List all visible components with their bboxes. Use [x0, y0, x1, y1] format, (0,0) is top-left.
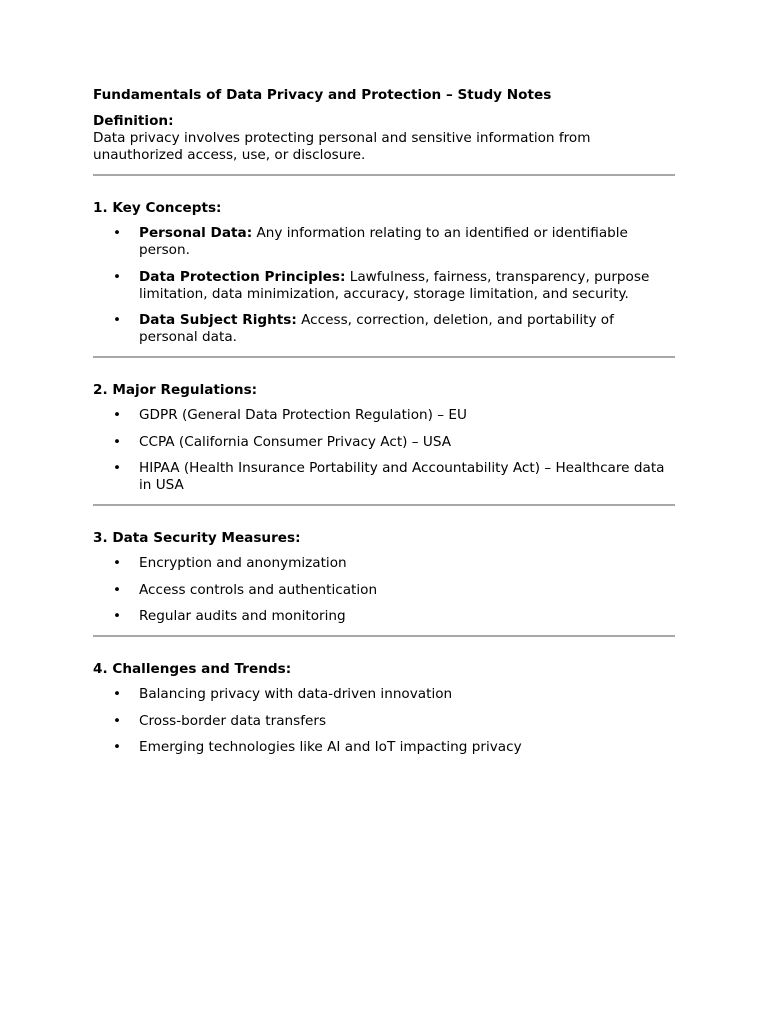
item-text: Access, correction, deletion, and portability of personal data.: [139, 312, 614, 345]
list-item: [93, 460, 675, 494]
section-heading: 1. Key Concepts:: [93, 200, 222, 216]
document-page: [93, 87, 675, 756]
section-divider: [93, 635, 675, 637]
item-text: Lawfulness, fairness, transparency, purpose limitation, data minimization, accuracy, storage limitation, and security.: [139, 268, 650, 302]
item-text: Cross-border data transfers: [139, 712, 327, 729]
bullet-icon: •: [113, 686, 122, 702]
list-item: [93, 407, 675, 424]
bullet-icon: •: [113, 225, 122, 241]
bullet-icon: •: [113, 712, 122, 729]
section-key-concepts: [93, 200, 675, 358]
list-item: [93, 713, 675, 730]
list-item: [93, 686, 675, 703]
section-data-security-measures: [93, 530, 675, 637]
list-item: [93, 582, 675, 599]
list-item: [93, 225, 675, 259]
bullet-icon: •: [113, 268, 122, 285]
item-text: Balancing privacy with data-driven innovation: [139, 686, 453, 702]
list-item: [93, 608, 675, 625]
bullet-list: [93, 225, 675, 346]
item-text: Access controls and authentication: [139, 581, 378, 598]
section-challenges-and-trends: [93, 661, 675, 756]
item-term: Personal Data:: [139, 225, 253, 241]
item-text: Encryption and anonymization: [139, 555, 347, 571]
bullet-icon: •: [113, 312, 122, 328]
section-divider: [93, 174, 675, 176]
document-title: Fundamentals of Data Privacy and Protection – Study Notes: [93, 87, 552, 103]
list-item: [93, 434, 675, 451]
item-text: Any information relating to an identified or identifiable person.: [139, 225, 628, 258]
list-item: [93, 739, 675, 756]
list-item: [93, 312, 675, 346]
definition-label: Definition:: [93, 113, 174, 129]
bullet-icon: •: [113, 581, 122, 598]
item-text: CCPA (California Consumer Privacy Act) – USA: [139, 433, 452, 450]
item-text: Emerging technologies like AI and IoT impacting privacy: [139, 739, 522, 755]
bullet-icon: •: [113, 608, 122, 624]
bullet-icon: •: [113, 555, 122, 571]
section-divider: [93, 504, 675, 506]
definition-text: Data privacy involves protecting personal and sensitive information from unauthorized access, use, or disclosure.: [93, 130, 591, 163]
list-item: [93, 555, 675, 572]
section-heading: 3. Data Security Measures:: [93, 530, 301, 546]
bullet-list: [93, 686, 675, 756]
bullet-list: [93, 407, 675, 494]
section-heading: 4. Challenges and Trends:: [93, 661, 292, 677]
section-major-regulations: [93, 382, 675, 506]
bullet-list: [93, 555, 675, 625]
bullet-icon: •: [113, 739, 122, 755]
section-divider: [93, 356, 675, 358]
list-item: [93, 269, 675, 303]
item-term: Data Subject Rights:: [139, 312, 297, 328]
item-text: Regular audits and monitoring: [139, 608, 346, 624]
bullet-icon: •: [113, 407, 122, 423]
item-text: GDPR (General Data Protection Regulation) – EU: [139, 407, 467, 423]
bullet-icon: •: [113, 433, 122, 450]
section-heading: 2. Major Regulations:: [93, 382, 258, 398]
bullet-icon: •: [113, 460, 122, 476]
item-term: Data Protection Principles:: [139, 268, 346, 285]
item-text: HIPAA (Health Insurance Portability and Accountability Act) – Healthcare data in USA: [139, 460, 665, 493]
